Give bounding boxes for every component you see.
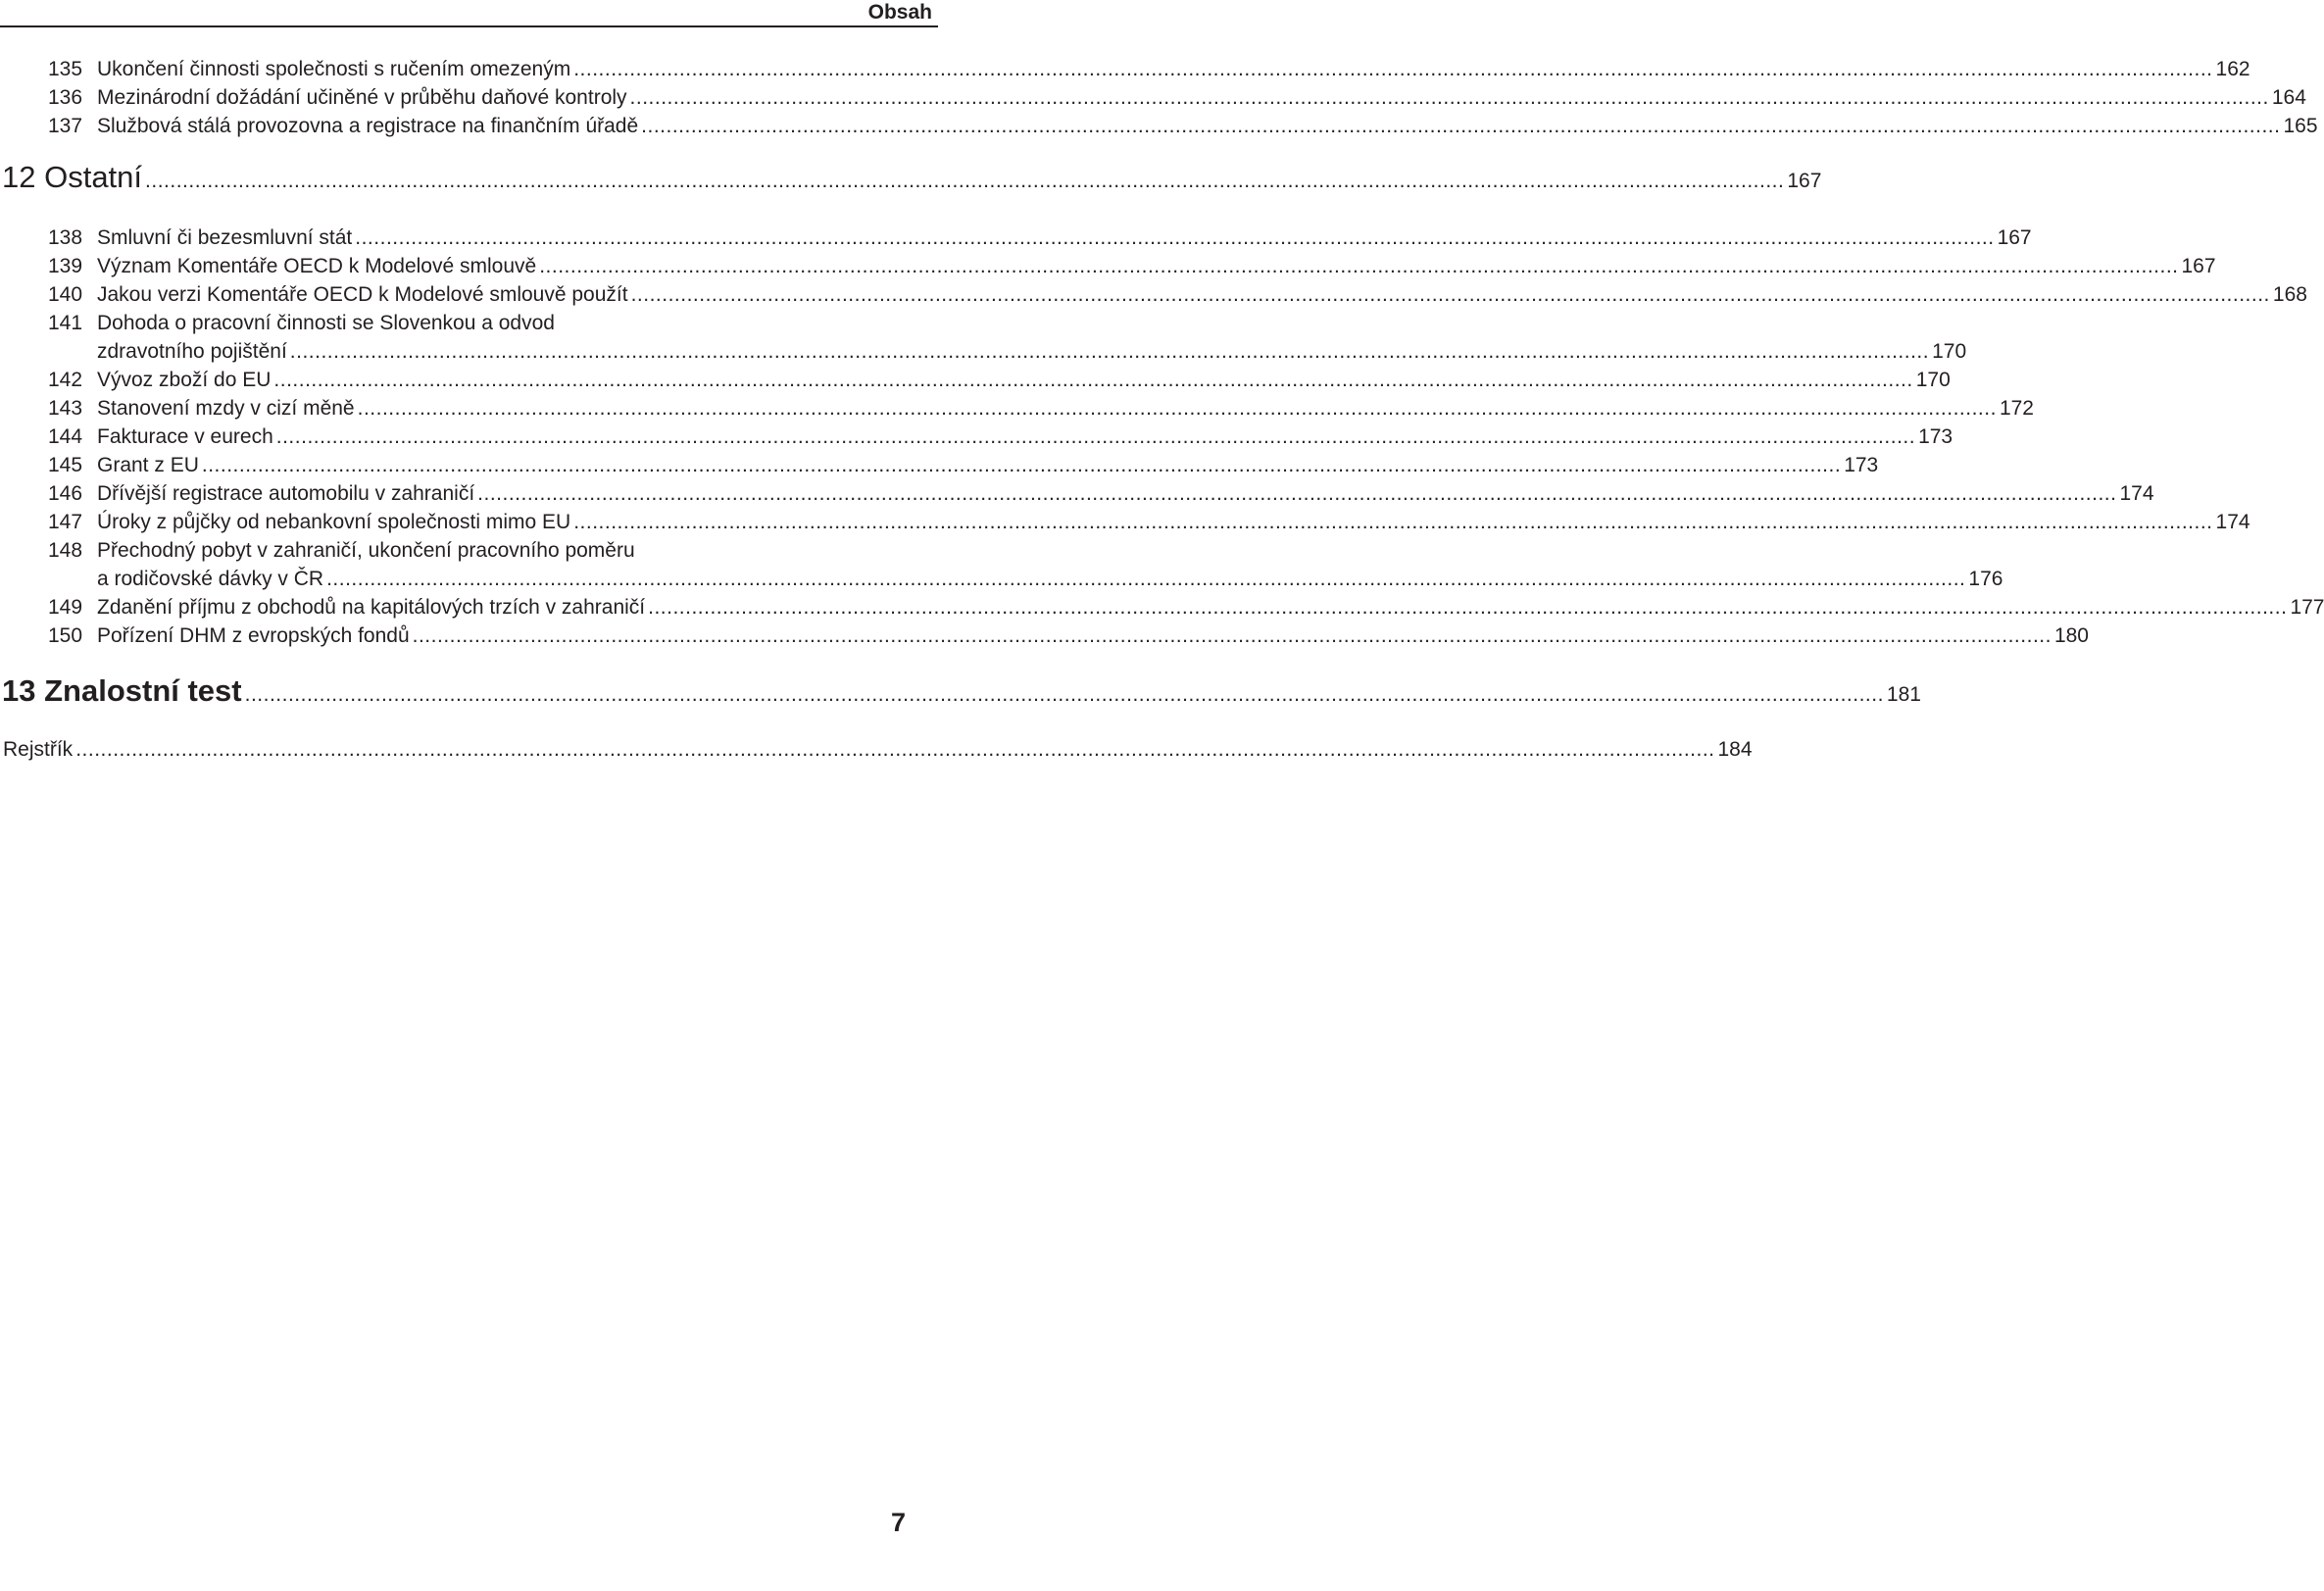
- toc-entry: [0, 423, 1953, 451]
- toc-entry-title: Smluvní či bezesmluvní stát: [97, 226, 353, 249]
- toc-index-page: 184: [1717, 738, 1753, 761]
- toc-index-title: Rejstřík: [3, 738, 74, 761]
- dot-leader: [145, 160, 1784, 203]
- toc-entry-number: 137: [48, 115, 83, 137]
- toc-entry-title: Stanovení mzdy v cizí měně: [97, 397, 355, 420]
- toc-entry-number: 141: [48, 312, 83, 334]
- toc-entry: [0, 55, 2250, 83]
- toc-entry-title: Mezinárodní dožádání učiněné v průběhu daňové kontroly: [97, 86, 627, 109]
- toc-entry-title: Dohoda o pracovní činnosti se Slovenkou a odvod: [97, 312, 555, 334]
- toc-entry: [0, 112, 2318, 140]
- toc-entry-number: 135: [48, 58, 83, 80]
- toc-entry-title: zdravotního pojištění: [97, 340, 287, 363]
- toc-entry-page: 170: [1915, 369, 1951, 391]
- toc-entry-number: 139: [48, 255, 83, 277]
- dot-leader: [202, 451, 1841, 479]
- toc-entry-title: Pořízení DHM z evropských fondů: [97, 624, 410, 647]
- running-header-title: Obsah: [867, 1, 932, 24]
- toc-chapter: [0, 670, 1921, 713]
- toc-entry-page: 170: [1932, 340, 1967, 363]
- toc-entry-title: a rodičovské dávky v ČR: [97, 568, 324, 590]
- toc-entry-number: 146: [48, 482, 83, 505]
- toc-entry-page: 174: [2119, 482, 2154, 505]
- toc-entry-title: Zdanění příjmu z obchodů na kapitálových trzích v zahraničí: [97, 596, 646, 619]
- toc-entry-number: 138: [48, 226, 83, 249]
- toc-chapter-page: 181: [1886, 683, 1921, 706]
- dot-leader: [75, 735, 1714, 765]
- toc-chapter: [0, 156, 1822, 199]
- toc-entry-page: 174: [2215, 511, 2250, 533]
- dot-leader: [631, 280, 2270, 309]
- toc-entry: [0, 479, 2154, 508]
- dot-leader: [413, 621, 2052, 650]
- toc-entry: [0, 252, 2216, 280]
- toc-entry-number: 148: [48, 539, 83, 562]
- toc-entry: [0, 224, 2032, 252]
- dot-leader: [573, 508, 2212, 536]
- toc-entry-number: 147: [48, 511, 83, 533]
- toc-entry-page: 164: [2271, 86, 2306, 109]
- toc-entry: [0, 536, 902, 565]
- toc-entry-page: 167: [2181, 255, 2216, 277]
- toc-entry-title: Význam Komentáře OECD k Modelové smlouvě: [97, 255, 537, 277]
- toc-entry-title: Úroky z půjčky od nebankovní společnosti mimo EU: [97, 511, 571, 533]
- dot-leader: [358, 394, 1997, 423]
- toc-entry-title: Dřívější registrace automobilu v zahraničí: [97, 482, 475, 505]
- toc-entry-page: 172: [1999, 397, 2034, 420]
- toc-chapter-page: 167: [1787, 170, 1822, 192]
- toc-entry-title: Vývoz zboží do EU: [97, 369, 272, 391]
- toc-entry-number: 140: [48, 283, 83, 306]
- toc-entry: [0, 366, 1951, 394]
- toc-entry-page: 167: [1997, 226, 2032, 249]
- toc-entry-number: 142: [48, 369, 83, 391]
- toc-entry-page: 176: [1968, 568, 2003, 590]
- toc-chapter-title: 12 Ostatní: [2, 160, 143, 194]
- dot-leader: [273, 366, 1912, 394]
- toc-entry: [0, 394, 2034, 423]
- dot-leader: [355, 224, 1994, 252]
- toc-entry-title: Fakturace v eurech: [97, 425, 273, 448]
- toc-entry-number: 150: [48, 624, 83, 647]
- toc-entry: [0, 337, 1967, 366]
- toc-entry-page: 173: [1844, 454, 1879, 476]
- toc-entry: [0, 451, 1879, 479]
- toc-entry-page: 180: [2053, 624, 2089, 647]
- toc-entry-number: 149: [48, 596, 83, 619]
- dot-leader: [539, 252, 2178, 280]
- dot-leader: [477, 479, 2116, 508]
- toc-entry-page: 165: [2283, 115, 2318, 137]
- toc-entry: [0, 593, 2324, 621]
- dot-leader: [630, 83, 2269, 112]
- toc-entry-title: Jakou verzi Komentáře OECD k Modelové smlouvě použít: [97, 283, 628, 306]
- toc-entry-title: Ukončení činnosti společnosti s ručením omezeným: [97, 58, 571, 80]
- toc-entry-page: 168: [2272, 283, 2307, 306]
- toc-entry-page: 162: [2215, 58, 2250, 80]
- toc-entry-title: Službová stálá provozovna a registrace na finančním úřadě: [97, 115, 639, 137]
- dot-leader: [326, 565, 1965, 593]
- page-number: 7: [890, 1508, 906, 1537]
- dot-leader: [276, 423, 1915, 451]
- header-rule: [0, 25, 938, 27]
- dot-leader: [290, 337, 1929, 366]
- toc-entry: [0, 83, 2306, 112]
- toc-entry-title: Přechodný pobyt v zahraničí, ukončení pracovního poměru: [97, 539, 635, 562]
- toc-entry-page: 173: [1918, 425, 1953, 448]
- toc-entry: [0, 280, 2307, 309]
- dot-leader: [573, 55, 2212, 83]
- toc-entry-number: 136: [48, 86, 83, 109]
- dot-leader: [641, 112, 2280, 140]
- toc-entry: [0, 621, 2089, 650]
- toc-entry-number: 145: [48, 454, 83, 476]
- dot-leader: [245, 673, 1884, 717]
- toc-entry-page: 177: [2290, 596, 2324, 619]
- toc-entry-number: 143: [48, 397, 83, 420]
- toc-entry: [0, 508, 2250, 536]
- toc-chapter-title: 13 Znalostní test: [2, 673, 242, 708]
- dot-leader: [648, 593, 2287, 621]
- toc-index: [0, 735, 1753, 765]
- toc-entry: [0, 565, 2003, 593]
- toc-entry: [0, 309, 902, 337]
- toc-entry-number: 144: [48, 425, 83, 448]
- toc-entry-title: Grant z EU: [97, 454, 199, 476]
